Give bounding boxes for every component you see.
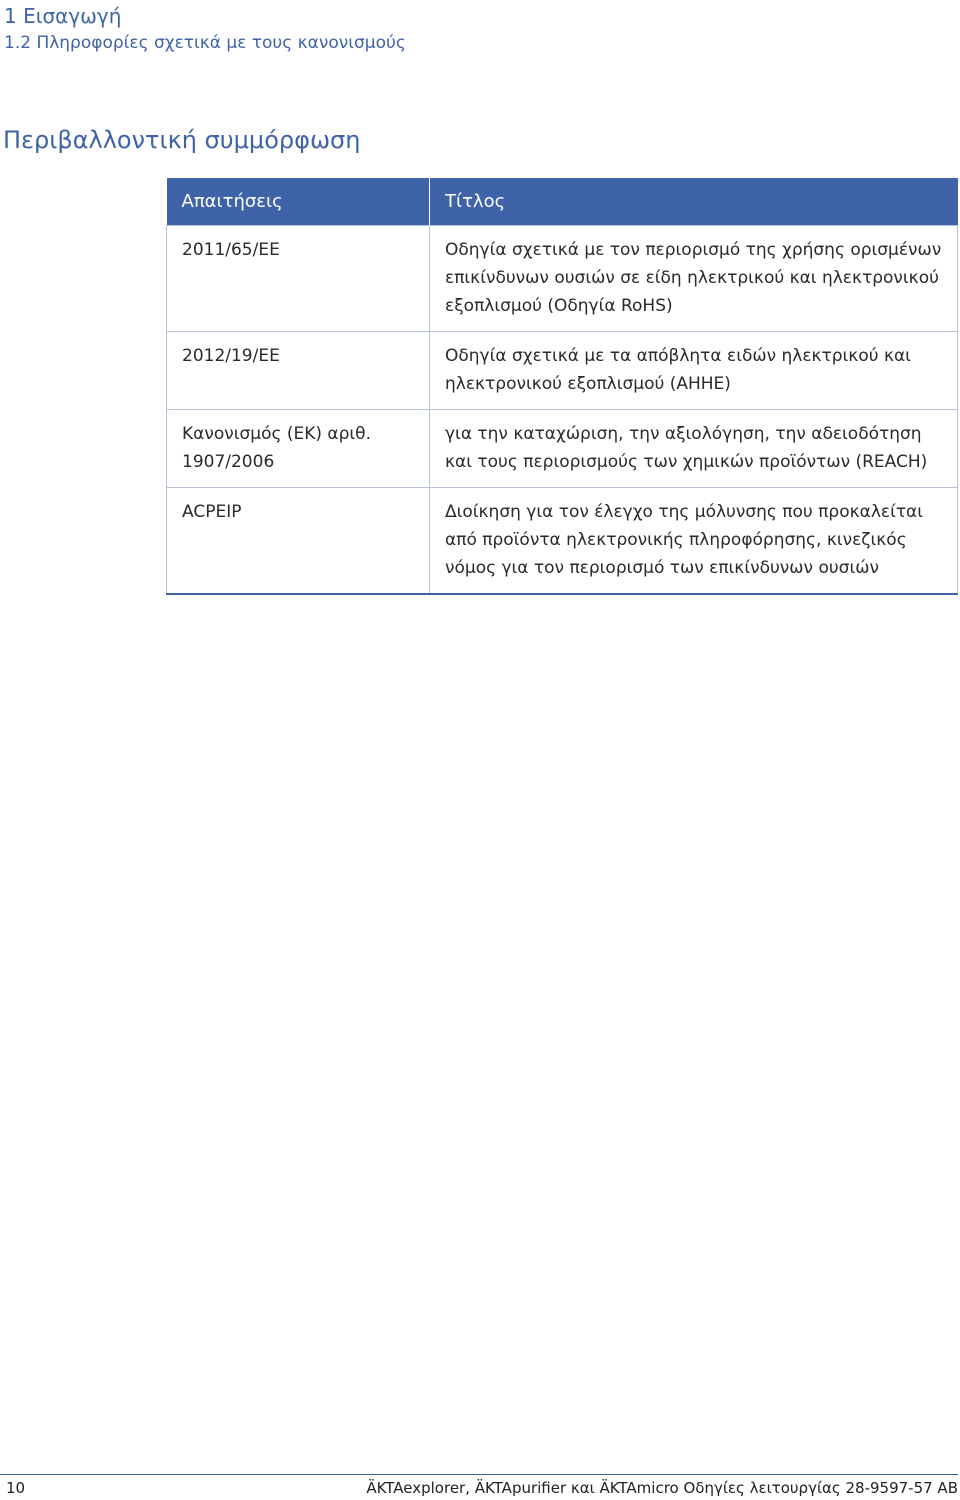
running-header [4, 2, 406, 56]
table-row [167, 332, 958, 410]
table-header-row [167, 178, 958, 226]
table-row [167, 226, 958, 332]
section-title: 1.2 Πληροφορίες σχετικά με τους κανονισμούς [4, 33, 406, 53]
requirement-cell: 2011/65/ΕΕ [167, 226, 430, 332]
requirement-cell: ACPEIP [167, 488, 430, 595]
table-row [167, 488, 958, 595]
page-heading: Περιβαλλοντική συμμόρφωση [3, 126, 361, 154]
requirement-cell: Κανονισμός (ΕΚ) αριθ. 1907/2006 [167, 410, 430, 488]
document-title: ÄKTAexplorer, ÄKTApurifier και ÄKTAmicro Οδηγίες λειτουργίας 28-9597-57 AB [366, 1479, 958, 1497]
chapter-title: 1 Εισαγωγή [4, 4, 122, 28]
title-cell: για την καταχώριση, την αξιολόγηση, την αδειοδότηση και τους περιορισμούς των χημικών προϊόντων (REACH) [430, 410, 958, 488]
regulations-table [166, 178, 958, 595]
title-cell: Οδηγία σχετικά με τα απόβλητα ειδών ηλεκτρικού και ηλεκτρονικού εξοπλισμού (ΑΗΗΕ) [430, 332, 958, 410]
title-cell: Διοίκηση για τον έλεγχο της μόλυνσης που προκαλείται από προϊόντα ηλεκτρονικής πληροφόρησης, κινεζικός νόμος για τον περιορισμό των επικίνδυνων ουσιών [430, 488, 958, 595]
page-footer [0, 1474, 958, 1500]
table-row [167, 410, 958, 488]
column-header-title: Τίτλος [430, 178, 958, 226]
page-number: 10 [6, 1479, 26, 1497]
requirement-cell: 2012/19/ΕΕ [167, 332, 430, 410]
title-cell: Οδηγία σχετικά με τον περιορισμό της χρήσης ορισμένων επικίνδυνων ουσιών σε είδη ηλεκτρικού και ηλεκτρονικού εξοπλισμού (Οδηγία RoHS) [430, 226, 958, 332]
column-header-requirements: Απαιτήσεις [167, 178, 430, 226]
